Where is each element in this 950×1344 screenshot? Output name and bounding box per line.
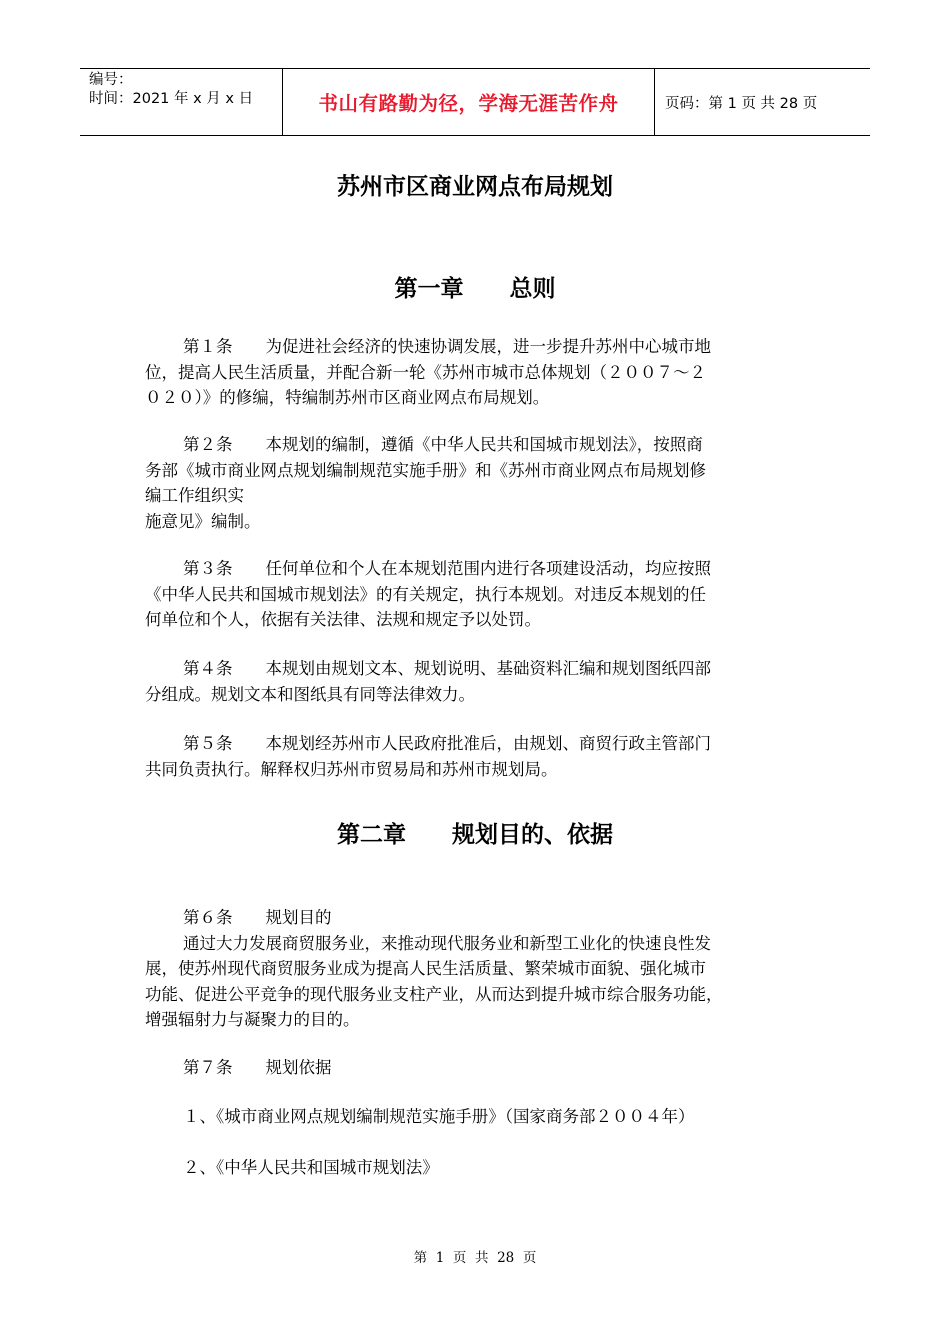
- paragraph-line: 位，提高人民生活质量，并配合新一轮《苏州市城市总体规划（２００７～２: [145, 362, 706, 382]
- article-3: [145, 556, 805, 633]
- article-4: [145, 656, 805, 707]
- paragraph-line: 编工作组织实: [145, 486, 244, 505]
- basis-item-2: [145, 1155, 805, 1181]
- paragraph-line: 第２条 本规划的编制，遵循《中华人民共和国城市规划法》，按照商: [183, 435, 703, 454]
- paragraph-line: 展，使苏州现代商贸服务业成为提高人民生活质量、繁荣城市面貌、强化城市: [145, 959, 706, 978]
- chapter-two-heading: 第二章 规划目的、依据: [337, 822, 613, 848]
- paragraph-line: 第１条 为促进社会经济的快速协调发展，进一步提升苏州中心城市地: [183, 337, 711, 356]
- paragraph-line: 功能、促进公平竞争的现代服务业支柱产业，从而达到提升城市综合服务功能，: [145, 984, 723, 1004]
- page-footer: 第 1 页 共 28 页: [413, 1250, 537, 1266]
- article-2: [145, 432, 805, 534]
- paragraph-line: 务部《城市商业网点规划编制规范实施手册》和《苏州市商业网点布局规划修: [145, 460, 706, 480]
- paragraph-line: 共同负责执行。解释权归苏州市贸易局和苏州市规划局。: [145, 759, 558, 779]
- header-meta: [80, 69, 282, 135]
- article-7: [145, 1055, 805, 1081]
- header-motto-cell: [282, 69, 655, 135]
- paragraph-line: 通过大力发展商贸服务业，来推动现代服务业和新型工业化的快速良性发: [183, 933, 711, 953]
- basis-item-1: [145, 1104, 805, 1130]
- page-info: 页码：第 1 页 共 28 页: [665, 95, 818, 112]
- article-1: [145, 334, 805, 411]
- paragraph-line: 第７条 规划依据: [183, 1058, 332, 1077]
- paragraph-line: 《中华人民共和国城市规划法》的有关规定，执行本规划。对违反本规划的任: [145, 584, 706, 604]
- paragraph-line: 分组成。规划文本和图纸具有同等法律效力。: [145, 684, 475, 704]
- document-header: [80, 68, 870, 136]
- paragraph-line: 增强辐射力与凝聚力的目的。: [145, 1010, 360, 1029]
- number-label: 编号：: [89, 72, 133, 88]
- paragraph-line: 第５条 本规划经苏州市人民政府批准后，由规划、商贸行政主管部门: [183, 734, 711, 753]
- paragraph-line: 施意见》编制。: [145, 511, 261, 531]
- article-5: [145, 731, 805, 782]
- paragraph-line: 第３条 任何单位和个人在本规划范围内进行各项建设活动，均应按照: [183, 559, 711, 578]
- chapter-one-heading: 第一章 总则: [394, 276, 556, 302]
- paragraph-line: ０２０）》的修编，特编制苏州市区商业网点布局规划。: [145, 388, 550, 407]
- document-title: 苏州市区商业网点布局规划: [337, 174, 613, 200]
- paragraph-line: 第６条 规划目的: [183, 908, 332, 927]
- list-item: １、《城市商业网点规划编制规范实施手册》（国家商务部２００４年）: [183, 1107, 695, 1126]
- paragraph-line: 何单位和个人，依据有关法律、法规和规定予以处罚。: [145, 610, 541, 629]
- paragraph-line: 第４条 本规划由规划文本、规划说明、基础资料汇编和规划图纸四部: [183, 659, 711, 678]
- list-item: ２、《中华人民共和国城市规划法》: [183, 1158, 439, 1177]
- date-label: 时间：2021 年 x 月 x 日: [89, 91, 254, 107]
- motto: 书山有路勤为径，学海无涯苦作舟: [318, 92, 619, 115]
- article-6: [145, 905, 805, 1033]
